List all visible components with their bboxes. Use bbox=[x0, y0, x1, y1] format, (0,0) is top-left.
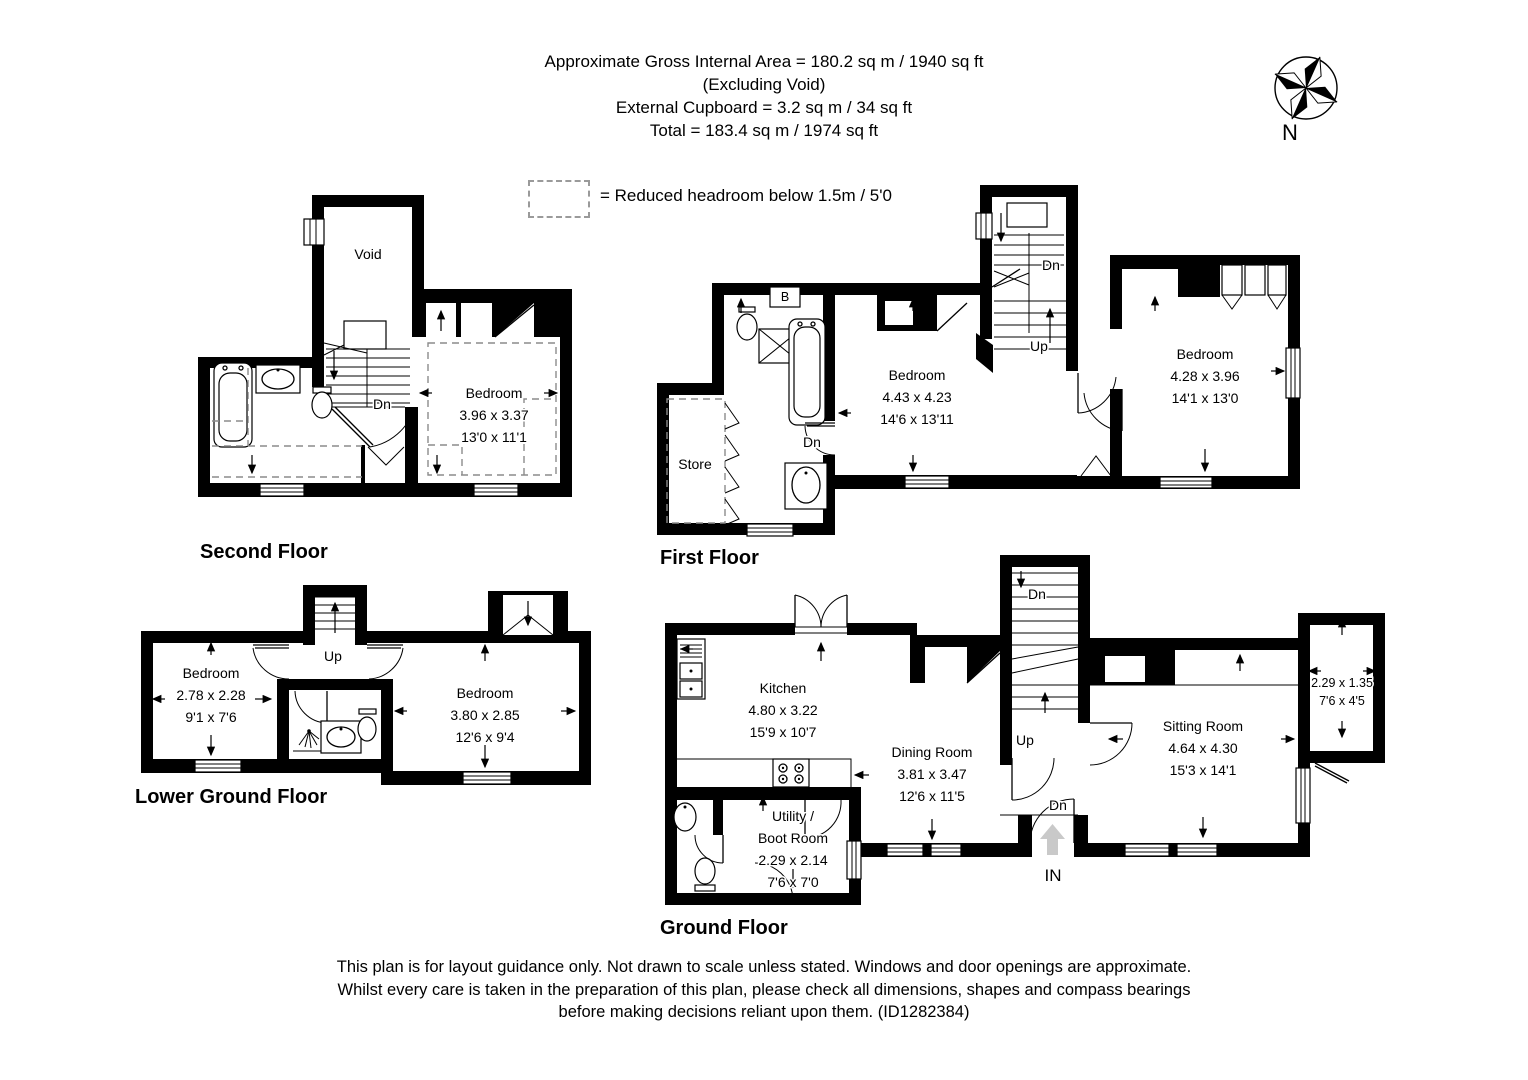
dn-top-label: Dn bbox=[1028, 586, 1046, 602]
gross-area-line: Approximate Gross Internal Area = 180.2 sq m / 1940 sq ft bbox=[544, 52, 984, 71]
lower-ground-floor-plan bbox=[133, 583, 598, 795]
cupboard-metric: 2.29 x 1.35 bbox=[1311, 676, 1373, 690]
utility-imperial: 7'6 x 7'0 bbox=[767, 874, 819, 890]
kitchen-counter bbox=[677, 759, 851, 787]
bathtub-icon bbox=[789, 319, 825, 425]
bedroom1-name: Bedroom bbox=[182, 665, 240, 681]
second-floor-stairs bbox=[324, 321, 410, 407]
first-floor-closets bbox=[1222, 265, 1286, 309]
sink-icon bbox=[321, 721, 361, 753]
second-floor-doors bbox=[332, 407, 414, 465]
toilet-icon bbox=[358, 709, 376, 741]
toilet-icon bbox=[312, 387, 332, 418]
first-floor-title: First Floor bbox=[660, 547, 759, 569]
in-label: IN bbox=[1044, 866, 1062, 885]
bedroom-name: Bedroom bbox=[465, 385, 523, 401]
dining-metric: 3.81 x 3.47 bbox=[897, 766, 967, 782]
up-label: Up bbox=[324, 648, 342, 664]
first-floor-plan bbox=[655, 183, 1305, 548]
bedroom1-imperial: 9'1 x 7'6 bbox=[185, 709, 237, 725]
ground-floor-plan bbox=[655, 553, 1390, 925]
dimension-arrows bbox=[153, 643, 575, 767]
entrance-arrow-icon bbox=[1040, 824, 1065, 855]
bedroom2-metric: 4.28 x 3.96 bbox=[1170, 368, 1240, 384]
utility-metric: 2.29 x 2.14 bbox=[758, 852, 828, 868]
kitchen-metric: 4.80 x 3.22 bbox=[748, 702, 818, 718]
first-floor-stairs bbox=[994, 203, 1066, 349]
cupboard-imperial: 7'6 x 4'5 bbox=[1319, 694, 1365, 708]
sitting-name: Sitting Room bbox=[1162, 718, 1244, 734]
ground-floor-title: Ground Floor bbox=[660, 917, 788, 939]
dn-top-label: Dn bbox=[1042, 257, 1060, 273]
bedroom1-metric: 2.78 x 2.28 bbox=[176, 687, 246, 703]
bedroom1-metric: 4.43 x 4.23 bbox=[882, 389, 952, 405]
bedroom2-imperial: 14'1 x 13'0 bbox=[1171, 390, 1239, 406]
kitchen-name: Kitchen bbox=[759, 680, 807, 696]
bedroom2-metric: 3.80 x 2.85 bbox=[450, 707, 520, 723]
french-doors bbox=[795, 595, 847, 633]
external-cupboard-line: External Cupboard = 3.2 sq m / 34 sq ft bbox=[615, 98, 913, 117]
entrance-recess bbox=[503, 595, 553, 635]
kitchen-imperial: 15'9 x 10'7 bbox=[749, 724, 817, 740]
dining-name: Dining Room bbox=[891, 744, 973, 760]
void-label: Void bbox=[354, 246, 382, 262]
second-floor-plan bbox=[192, 193, 592, 523]
sink-icon bbox=[785, 463, 827, 509]
up-label: Up bbox=[1030, 338, 1048, 354]
total-area-line: Total = 183.4 sq m / 1974 sq ft bbox=[649, 121, 879, 140]
second-floor-title: Second Floor bbox=[200, 541, 328, 563]
lower-ground-floor-title: Lower Ground Floor bbox=[135, 786, 328, 808]
utility-name1: Utility / bbox=[772, 808, 814, 824]
sitting-imperial: 15'3 x 14'1 bbox=[1169, 762, 1237, 778]
compass-rose bbox=[1260, 48, 1348, 144]
store-label: Store bbox=[678, 456, 712, 472]
compass-icon bbox=[1260, 48, 1348, 144]
bedroom1-name: Bedroom bbox=[888, 367, 946, 383]
dn-label: Dn bbox=[373, 396, 391, 412]
dn-door-label: Dn bbox=[803, 434, 821, 450]
bedroom2-name: Bedroom bbox=[1176, 346, 1234, 362]
disclaimer-line-2: Whilst every care is taken in the preparation of this plan, please check all dimensions, shapes and compass bearings bbox=[337, 980, 1191, 999]
boiler-label: B bbox=[780, 290, 790, 304]
toilet-icon bbox=[695, 858, 715, 891]
excluding-void-line: (Excluding Void) bbox=[702, 75, 826, 94]
utility-name2: Boot Room bbox=[757, 830, 829, 846]
reduced-headroom-legend: = Reduced headroom below 1.5m / 5'0 bbox=[600, 186, 892, 205]
bedroom-metric: 3.96 x 3.37 bbox=[459, 407, 529, 423]
disclaimer bbox=[0, 956, 1528, 1024]
disclaimer-line-1: This plan is for layout guidance only. Not drawn to scale unless stated. Windows and door openings are approximate. bbox=[336, 958, 1192, 976]
bedroom2-name: Bedroom bbox=[456, 685, 514, 701]
sink-icon bbox=[256, 365, 300, 393]
utility-sink-icon bbox=[674, 803, 696, 831]
sitting-metric: 4.64 x 4.30 bbox=[1168, 740, 1238, 756]
bedroom-imperial: 13'0 x 11'1 bbox=[461, 429, 527, 445]
hob-icon bbox=[773, 759, 809, 787]
disclaimer-line-3: before making decisions reliant upon them. (ID1282384) bbox=[558, 1003, 970, 1021]
up-label: Up bbox=[1016, 732, 1034, 748]
dn-step-label: Dn bbox=[1049, 797, 1067, 813]
kitchen-sink-icon bbox=[677, 639, 705, 699]
bathtub-icon bbox=[214, 363, 252, 447]
dining-imperial: 12'6 x 11'5 bbox=[899, 788, 965, 804]
compass-north-label: N bbox=[1282, 120, 1298, 144]
bedroom2-imperial: 12'6 x 9'4 bbox=[455, 729, 515, 745]
shower-icon bbox=[293, 729, 325, 751]
toilet-icon bbox=[737, 307, 757, 340]
bedroom1-imperial: 14'6 x 13'11 bbox=[880, 411, 954, 427]
